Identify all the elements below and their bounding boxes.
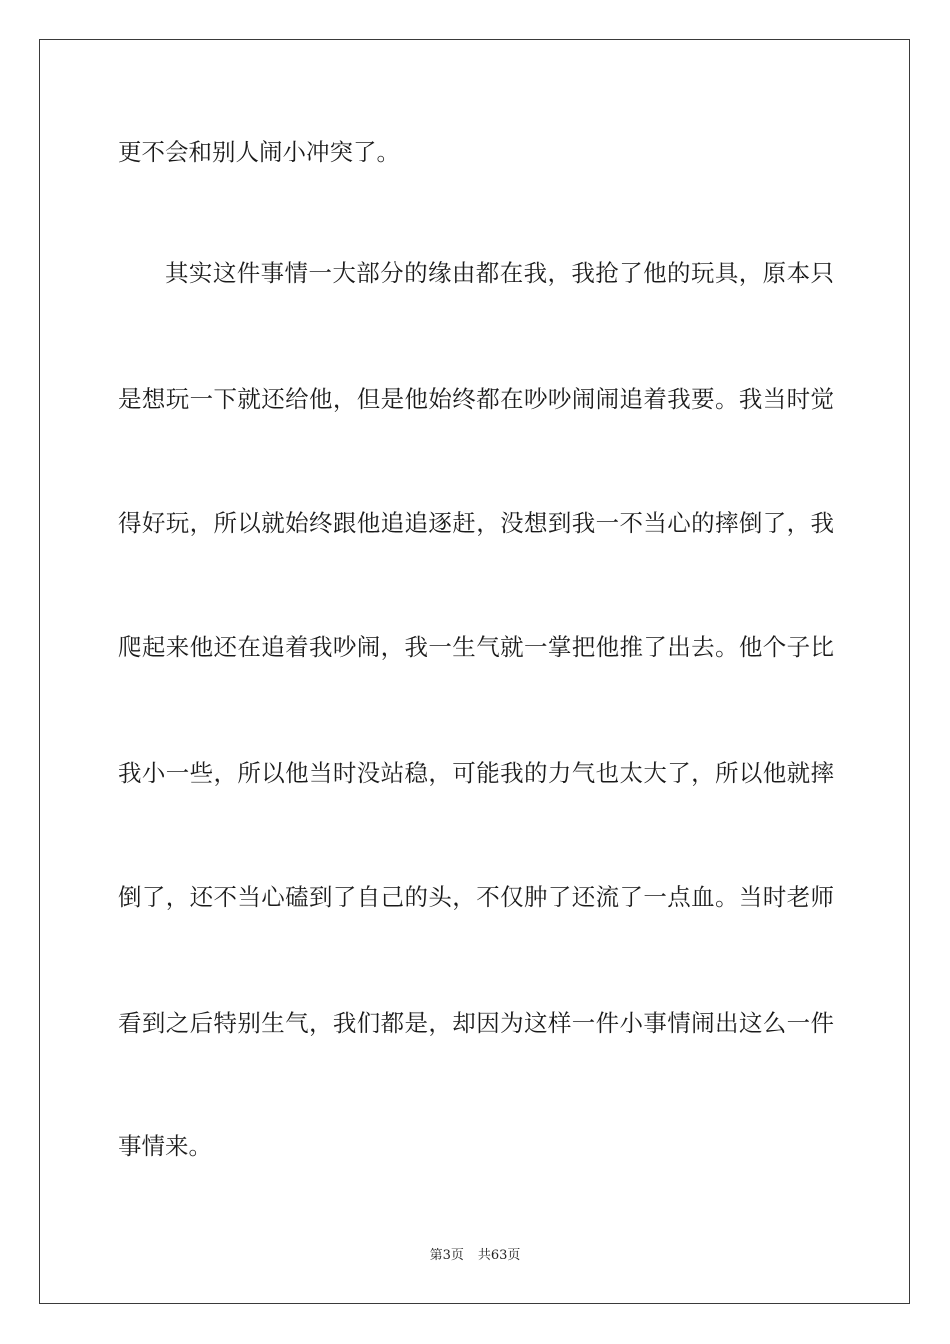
text-line-5: 爬起来他还在追着我吵闹，我一生气就一掌把他推了出去。他个子比 [118, 633, 834, 661]
text-line-8: 看到之后特别生气，我们都是，却因为这样一件小事情闹出这么一件 [118, 1009, 834, 1037]
page-number: 第3页 [429, 1248, 464, 1263]
text-line-6: 我小一些，所以他当时没站稳，可能我的力气也太大了，所以他就摔 [118, 759, 834, 787]
total-pages: 共63页 [477, 1248, 521, 1263]
text-line-2: 其实这件事情一大部分的缘由都在我，我抢了他的玩具，原本只 [165, 259, 834, 287]
text-line-9: 事情来。 [118, 1132, 212, 1160]
page-border [39, 39, 910, 1304]
text-line-4: 得好玩，所以就始终跟他追追逐赶，没想到我一不当心的摔倒了，我 [118, 509, 834, 537]
text-line-7: 倒了，还不当心磕到了自己的头，不仅肿了还流了一点血。当时老师 [118, 883, 834, 911]
text-line-1: 更不会和别人闹小冲突了。 [118, 138, 400, 166]
page-footer [0, 1247, 950, 1265]
text-line-3: 是想玩一下就还给他，但是他始终都在吵吵闹闹追着我要。我当时觉 [118, 385, 834, 413]
